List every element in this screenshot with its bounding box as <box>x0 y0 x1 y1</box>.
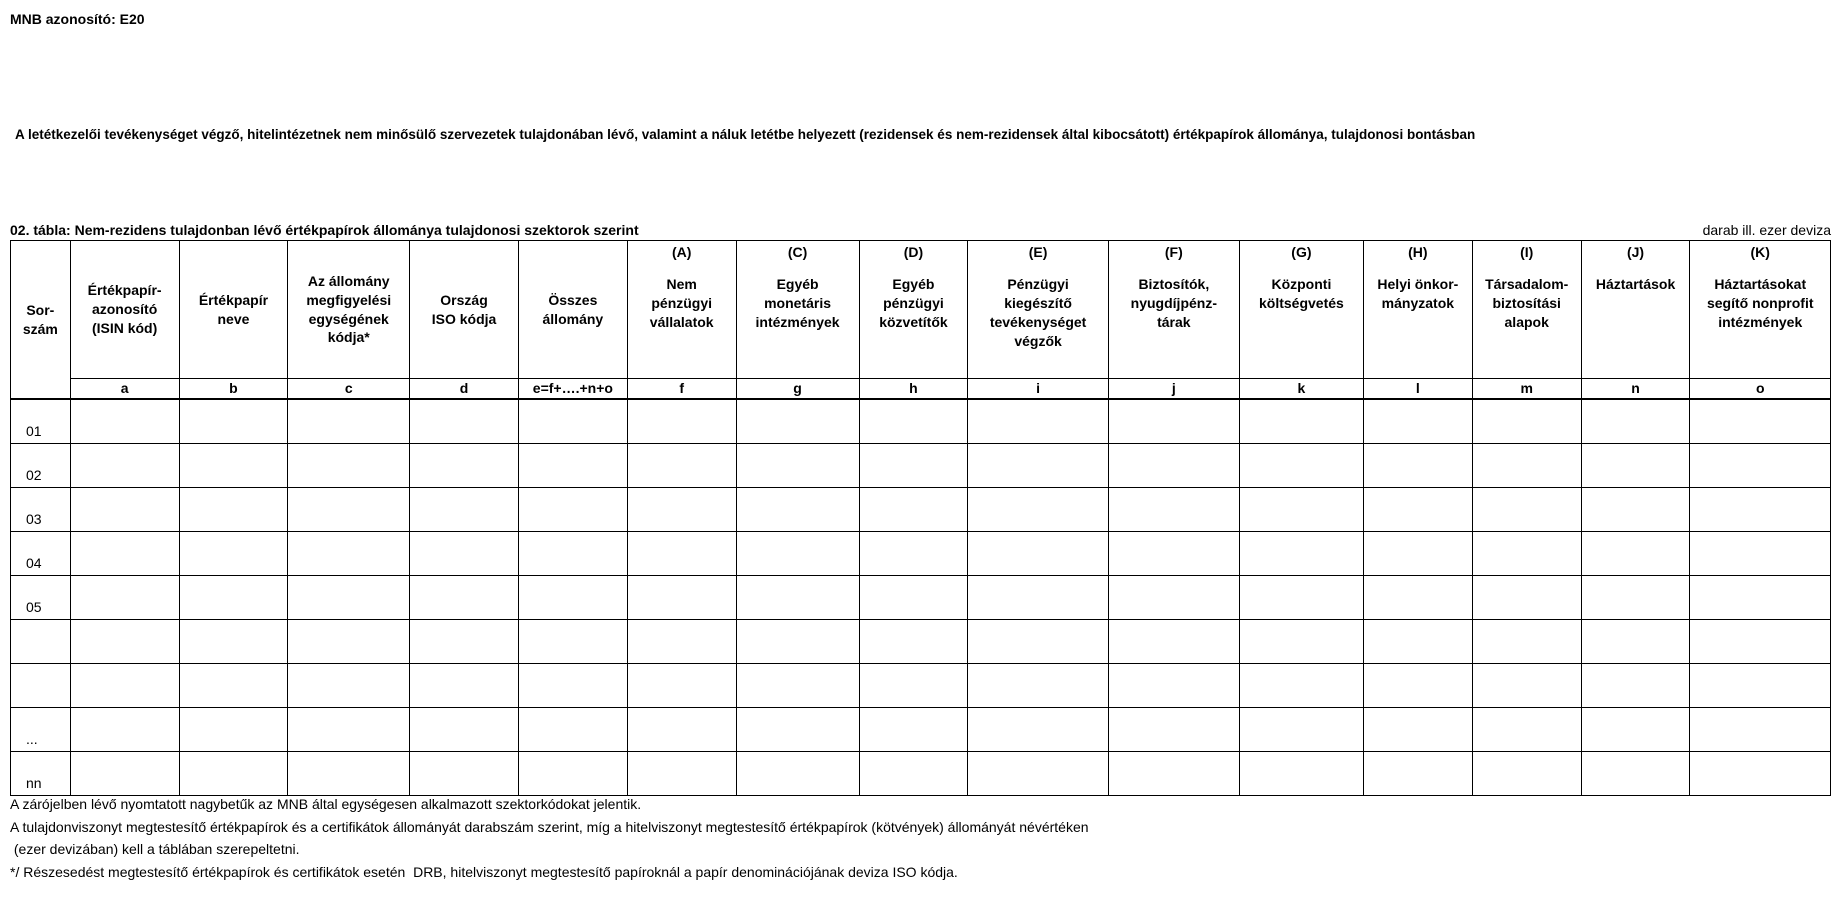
data-cell[interactable] <box>1690 664 1831 708</box>
table-row <box>11 576 1831 620</box>
data-cell[interactable] <box>1472 532 1581 576</box>
mnb-identifier: MNB azonosító: E20 <box>10 11 145 27</box>
table-row <box>11 752 1831 796</box>
data-cell[interactable] <box>968 752 1108 796</box>
column-label: Társadalom- biztosítási alapok <box>1485 276 1569 330</box>
data-cell[interactable] <box>1581 576 1690 620</box>
data-cell[interactable] <box>70 399 179 444</box>
data-cell[interactable] <box>1581 708 1690 752</box>
data-cell[interactable] <box>1239 708 1363 752</box>
data-cell[interactable] <box>179 752 288 796</box>
data-cell[interactable] <box>627 488 736 532</box>
data-cell[interactable] <box>627 444 736 488</box>
data-cell[interactable] <box>1472 620 1581 664</box>
sector-code: (C) <box>787 244 808 260</box>
data-cell[interactable] <box>288 664 410 708</box>
data-cell[interactable] <box>70 444 179 488</box>
data-cell[interactable] <box>179 444 288 488</box>
column-header <box>179 241 288 379</box>
footnote-line: (ezer devizában) kell a táblában szerepeltetni. <box>10 841 300 857</box>
unit-note: darab ill. ezer deviza <box>1702 222 1831 238</box>
data-cell[interactable] <box>627 399 736 444</box>
data-cell[interactable] <box>1239 444 1363 488</box>
column-letter: b <box>179 379 288 400</box>
data-cell[interactable] <box>179 708 288 752</box>
data-cell[interactable] <box>1108 488 1239 532</box>
data-cell[interactable] <box>1581 620 1690 664</box>
column-letter: e=f+….+n+o <box>518 379 627 400</box>
sector-code: (H) <box>1408 244 1428 260</box>
data-cell[interactable] <box>968 532 1108 576</box>
data-cell[interactable] <box>288 708 410 752</box>
column-header <box>1472 241 1581 379</box>
data-cell[interactable] <box>1690 532 1831 576</box>
column-header <box>736 241 859 379</box>
data-cell[interactable] <box>859 708 968 752</box>
data-cell[interactable] <box>968 708 1108 752</box>
sector-code: (D) <box>903 244 924 260</box>
data-cell[interactable] <box>859 620 968 664</box>
column-label: Nem pénzügyi vállalatok <box>649 276 714 330</box>
column-header <box>968 241 1108 379</box>
data-cell[interactable] <box>859 444 968 488</box>
row-number <box>11 620 71 664</box>
data-cell[interactable] <box>70 752 179 796</box>
column-label: Pénzügyi kiegészítő tevékenységet végzők <box>989 276 1087 349</box>
column-label: Egyéb pénzügyi közvetítők <box>879 276 948 330</box>
data-cell[interactable] <box>1690 488 1831 532</box>
table-row <box>11 399 1831 444</box>
row-number: 05 <box>11 576 71 620</box>
data-cell[interactable] <box>410 664 519 708</box>
column-letter: f <box>627 379 736 400</box>
data-cell[interactable] <box>1581 532 1690 576</box>
data-cell[interactable] <box>179 488 288 532</box>
column-label: Egyéb monetáris intézmények <box>755 276 840 330</box>
column-header <box>518 241 627 379</box>
row-number: nn <box>11 752 71 796</box>
column-letter: c <box>288 379 410 400</box>
sector-code: (J) <box>1626 244 1645 260</box>
footnotes <box>10 793 1089 883</box>
data-cell[interactable] <box>1363 532 1472 576</box>
data-cell[interactable] <box>1690 708 1831 752</box>
data-cell[interactable] <box>179 399 288 444</box>
data-cell[interactable] <box>179 532 288 576</box>
data-cell[interactable] <box>1239 576 1363 620</box>
data-cell[interactable] <box>179 620 288 664</box>
table-title: 02. tábla: Nem-rezidens tulajdonban lévő értékpapírok állománya tulajdonosi szektorok szerint <box>10 222 639 238</box>
column-header <box>627 241 736 379</box>
column-label: Értékpapír- azonosító (ISIN kód) <box>87 282 162 336</box>
column-label: Értékpapír neve <box>198 291 269 327</box>
data-cell[interactable] <box>1363 488 1472 532</box>
data-cell[interactable] <box>736 664 859 708</box>
data-cell[interactable] <box>968 444 1108 488</box>
row-number: 02 <box>11 444 71 488</box>
data-cell[interactable] <box>1363 576 1472 620</box>
row-number: 04 <box>11 532 71 576</box>
column-label: Biztosítók, nyugdíjpénz- tárak <box>1130 276 1217 330</box>
data-cell[interactable] <box>70 620 179 664</box>
data-cell[interactable] <box>70 488 179 532</box>
sector-code: (I) <box>1520 244 1534 260</box>
data-cell[interactable] <box>70 664 179 708</box>
data-cell[interactable] <box>1363 664 1472 708</box>
footnote-line: */ Részesedést megtestesítő értékpapírok és certifikátok esetén DRB, hitelviszonyt megtestesítő papíroknál a papír denominációjának deviza ISO kódja. <box>10 863 958 880</box>
data-cell[interactable] <box>627 576 736 620</box>
sector-code: (K) <box>1750 244 1770 260</box>
data-cell[interactable] <box>288 576 410 620</box>
data-cell[interactable] <box>1363 708 1472 752</box>
data-cell[interactable] <box>859 664 968 708</box>
securities-table <box>10 240 1831 796</box>
data-cell[interactable] <box>1363 399 1472 444</box>
column-letter: g <box>736 379 859 400</box>
data-cell[interactable] <box>859 532 968 576</box>
data-cell[interactable] <box>1472 708 1581 752</box>
data-cell[interactable] <box>1239 399 1363 444</box>
data-cell[interactable] <box>410 752 519 796</box>
data-cell[interactable] <box>288 444 410 488</box>
data-cell[interactable] <box>1239 752 1363 796</box>
data-cell[interactable] <box>1472 752 1581 796</box>
data-cell[interactable] <box>968 399 1108 444</box>
data-cell[interactable] <box>1108 444 1239 488</box>
table-row <box>11 620 1831 664</box>
data-cell[interactable] <box>627 752 736 796</box>
row-number: 03 <box>11 488 71 532</box>
data-cell[interactable] <box>968 664 1108 708</box>
data-cell[interactable] <box>859 488 968 532</box>
data-cell[interactable] <box>736 752 859 796</box>
footnote-line: A tulajdonviszonyt megtestesítő értékpapírok és a certifikátok állományát darabszám szerint, míg a hitelviszonyt megtestesítő értékpapírok (kötvények) állományát névértéken <box>10 818 1089 835</box>
column-header <box>410 241 519 379</box>
data-cell[interactable] <box>410 444 519 488</box>
data-cell[interactable] <box>1239 532 1363 576</box>
data-cell[interactable] <box>518 532 627 576</box>
data-cell[interactable] <box>1581 444 1690 488</box>
column-header <box>1581 241 1690 379</box>
column-letter: m <box>1472 379 1581 400</box>
column-label: Háztartások <box>1595 276 1676 292</box>
data-cell[interactable] <box>1108 664 1239 708</box>
data-cell[interactable] <box>518 488 627 532</box>
data-cell[interactable] <box>736 708 859 752</box>
column-letter: a <box>70 379 179 400</box>
data-cell[interactable] <box>1472 576 1581 620</box>
column-letter: k <box>1239 379 1363 400</box>
table-row <box>11 532 1831 576</box>
report-title: A letétkezelői tevékenységet végző, hitelintézetnek nem minősülő szervezetek tulajdonában lévő, valamint a náluk letétbe helyezett (rezidensek és nem-rezidensek által kibocsátott) értékpapírok állománya, tulajdonosi bontásban <box>15 127 1476 142</box>
data-cell[interactable] <box>627 532 736 576</box>
data-cell[interactable] <box>518 444 627 488</box>
data-cell[interactable] <box>410 532 519 576</box>
column-letter: n <box>1581 379 1690 400</box>
column-header <box>288 241 410 379</box>
data-cell[interactable] <box>1581 752 1690 796</box>
data-cell[interactable] <box>968 576 1108 620</box>
column-header <box>1690 241 1831 379</box>
data-cell[interactable] <box>70 708 179 752</box>
data-cell[interactable] <box>1690 752 1831 796</box>
data-cell[interactable] <box>1690 576 1831 620</box>
data-cell[interactable] <box>1239 488 1363 532</box>
column-letter: h <box>859 379 968 400</box>
data-cell[interactable] <box>518 576 627 620</box>
column-label: Összes állomány <box>542 291 604 327</box>
data-cell[interactable] <box>736 399 859 444</box>
data-cell[interactable] <box>518 752 627 796</box>
data-cell[interactable] <box>1108 620 1239 664</box>
sector-code: (A) <box>671 244 692 260</box>
data-cell[interactable] <box>288 488 410 532</box>
data-cell[interactable] <box>1472 488 1581 532</box>
data-cell[interactable] <box>1690 620 1831 664</box>
data-cell[interactable] <box>1581 399 1690 444</box>
data-cell[interactable] <box>1690 399 1831 444</box>
data-cell[interactable] <box>859 399 968 444</box>
data-cell[interactable] <box>70 532 179 576</box>
data-cell[interactable] <box>70 576 179 620</box>
column-letter: i <box>968 379 1108 400</box>
data-cell[interactable] <box>518 708 627 752</box>
column-label: Központi költségvetés <box>1258 276 1344 311</box>
data-cell[interactable] <box>518 620 627 664</box>
data-cell[interactable] <box>736 532 859 576</box>
data-cell[interactable] <box>410 620 519 664</box>
data-cell[interactable] <box>736 620 859 664</box>
data-cell[interactable] <box>410 488 519 532</box>
row-number-header: Sor- szám <box>11 241 71 400</box>
table-row <box>11 444 1831 488</box>
data-cell[interactable] <box>859 576 968 620</box>
data-cell[interactable] <box>288 532 410 576</box>
column-label: Háztartásokat segítő nonprofit intézmények <box>1706 276 1814 330</box>
data-cell[interactable] <box>1690 444 1831 488</box>
data-cell[interactable] <box>627 708 736 752</box>
table-row <box>11 664 1831 708</box>
sector-code: (F) <box>1164 244 1183 260</box>
data-cell[interactable] <box>1472 444 1581 488</box>
row-number: ... <box>11 708 71 752</box>
column-header <box>1363 241 1472 379</box>
data-cell[interactable] <box>627 664 736 708</box>
data-cell[interactable] <box>288 752 410 796</box>
data-cell[interactable] <box>410 708 519 752</box>
data-cell[interactable] <box>736 488 859 532</box>
column-header <box>1108 241 1239 379</box>
data-cell[interactable] <box>859 752 968 796</box>
row-number: 01 <box>11 399 71 444</box>
data-cell[interactable] <box>1472 399 1581 444</box>
data-cell[interactable] <box>288 399 410 444</box>
column-label: Az állomány megfigyelési egységének kódja* <box>306 272 392 346</box>
data-cell[interactable] <box>1581 488 1690 532</box>
data-cell[interactable] <box>410 399 519 444</box>
column-label: Ország ISO kódja <box>431 291 497 327</box>
footnote-line: A zárójelben lévő nyomtatott nagybetűk az MNB által egységesen alkalmazott szektorkódokat jelentik. <box>10 796 642 812</box>
data-cell[interactable] <box>410 576 519 620</box>
data-cell[interactable] <box>736 444 859 488</box>
data-cell[interactable] <box>1108 576 1239 620</box>
column-header <box>70 241 179 379</box>
data-cell[interactable] <box>1363 752 1472 796</box>
table-row <box>11 488 1831 532</box>
column-letter: o <box>1690 379 1831 400</box>
column-label: Helyi önkor- mányzatok <box>1377 276 1459 311</box>
data-cell[interactable] <box>1108 708 1239 752</box>
column-letter: l <box>1363 379 1472 400</box>
data-cell[interactable] <box>736 576 859 620</box>
data-cell[interactable] <box>1239 664 1363 708</box>
column-letter: d <box>410 379 519 400</box>
data-cell[interactable] <box>288 620 410 664</box>
data-cell[interactable] <box>968 488 1108 532</box>
data-cell[interactable] <box>1363 444 1472 488</box>
column-header <box>859 241 968 379</box>
data-cell[interactable] <box>179 664 288 708</box>
column-letter: j <box>1108 379 1239 400</box>
sector-code: (G) <box>1291 244 1312 260</box>
data-cell[interactable] <box>1239 620 1363 664</box>
table-row <box>11 708 1831 752</box>
row-number <box>11 664 71 708</box>
data-cell[interactable] <box>1472 664 1581 708</box>
data-cell[interactable] <box>1363 620 1472 664</box>
data-cell[interactable] <box>1581 664 1690 708</box>
data-cell[interactable] <box>968 620 1108 664</box>
data-cell[interactable] <box>518 664 627 708</box>
data-cell[interactable] <box>1108 399 1239 444</box>
column-header <box>1239 241 1363 379</box>
data-cell[interactable] <box>518 399 627 444</box>
data-cell[interactable] <box>1108 532 1239 576</box>
data-cell[interactable] <box>1108 752 1239 796</box>
data-cell[interactable] <box>179 576 288 620</box>
sector-code: (E) <box>1028 244 1048 260</box>
data-cell[interactable] <box>627 620 736 664</box>
